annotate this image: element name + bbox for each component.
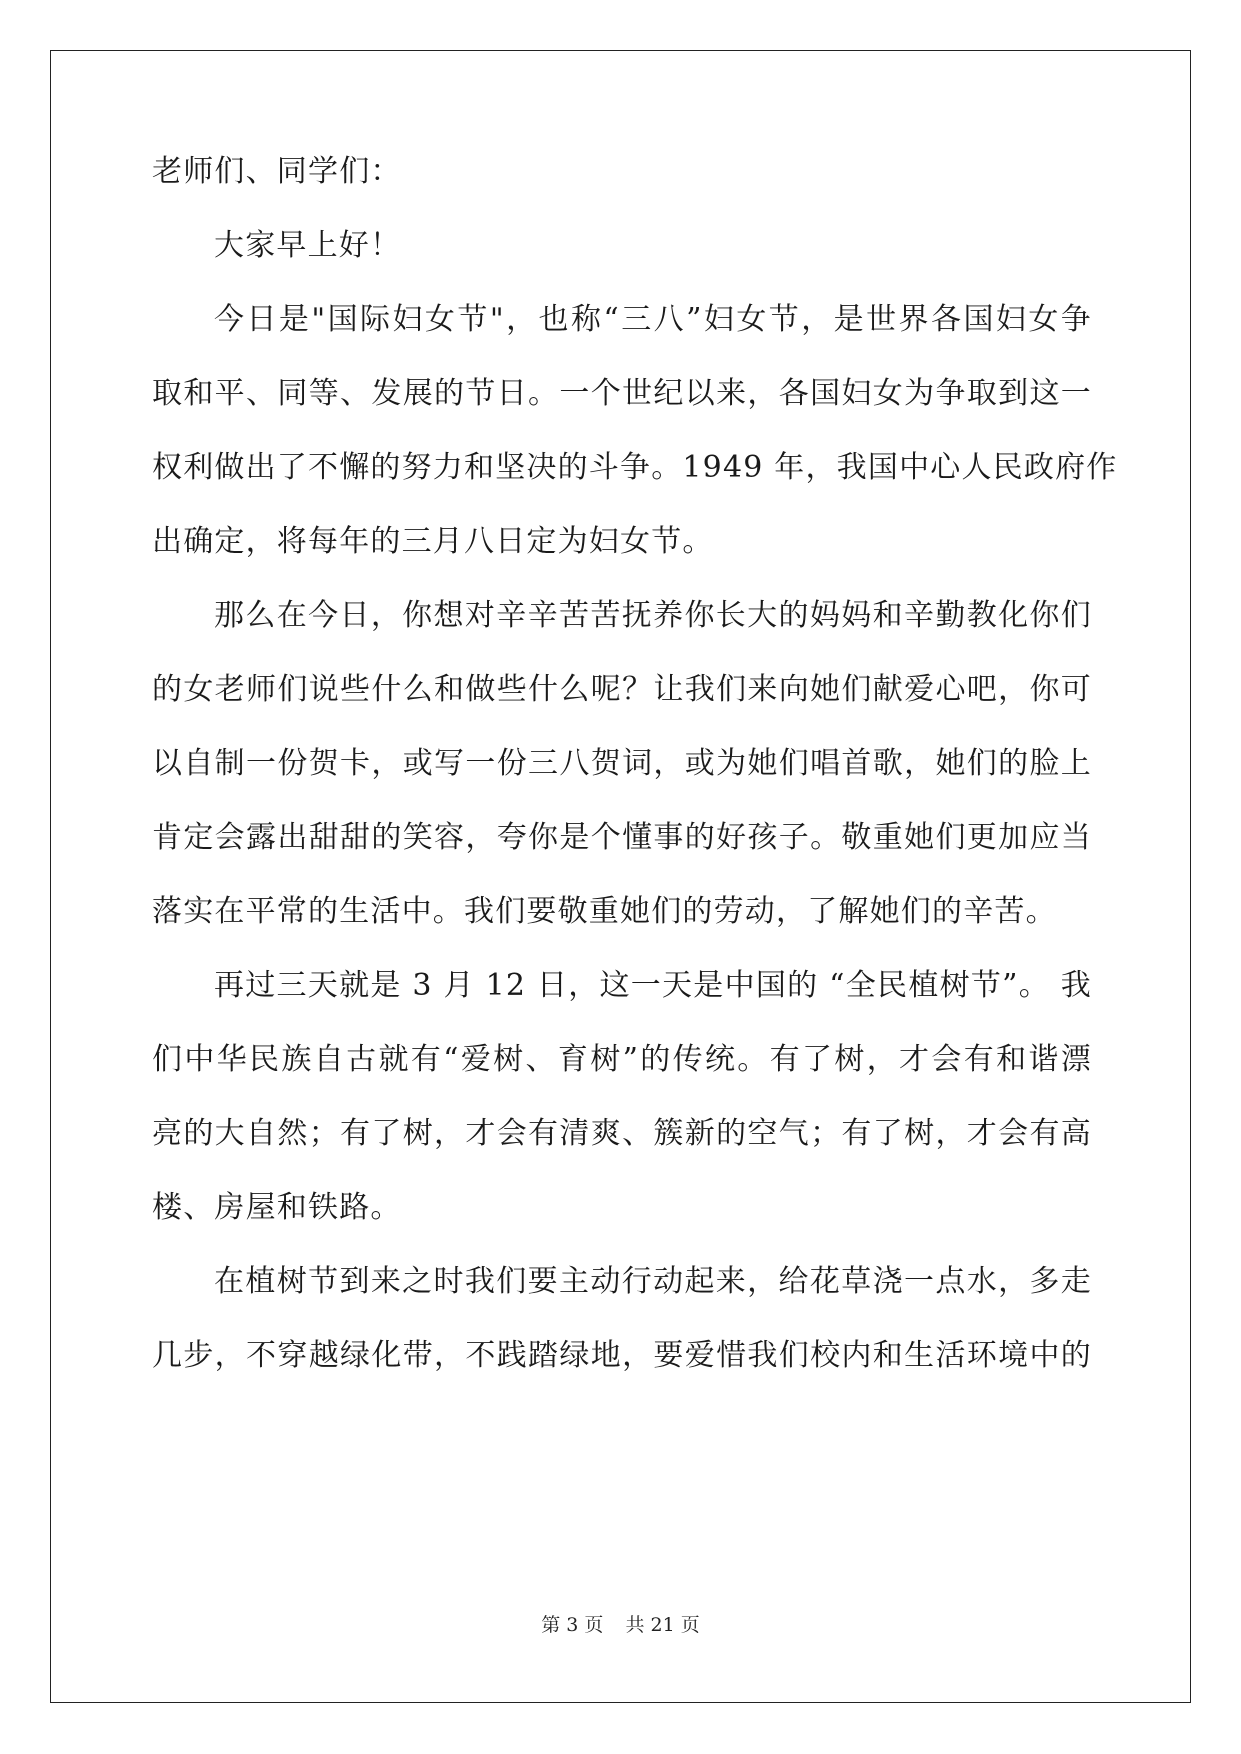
- greeting-line: 老师们、同学们：: [152, 154, 402, 189]
- paragraph-4-line-2: 们中华民族自古就有“爱树、育树”的传统。有了树，才会有和谐漂: [152, 1042, 1092, 1077]
- paragraph-2-line-1: 今日是"国际妇女节"，也称“三八”妇女节，是世界各国妇女争: [214, 302, 1092, 337]
- paragraph-4-line-3: 亮的大自然；有了树，才会有清爽、簇新的空气；有了树，才会有高: [152, 1116, 1092, 1151]
- paragraph-2-line-3: 权利做出了不懈的努力和坚决的斗争。1949 年，我国中心人民政府作: [152, 450, 1118, 485]
- paragraph-3-line-3: 以自制一份贺卡，或写一份三八贺词，或为她们唱首歌，她们的脸上: [152, 746, 1092, 781]
- paragraph-2-line-4: 出确定，将每年的三月八日定为妇女节。: [152, 524, 714, 559]
- page-total: 共 21 页: [625, 1614, 700, 1636]
- paragraph-3-line-2: 的女老师们说些什么和做些什么呢？让我们来向她们献爱心吧，你可: [152, 672, 1092, 707]
- paragraph-2-line-2: 取和平、同等、发展的节日。一个世纪以来，各国妇女为争取到这一: [152, 376, 1092, 411]
- paragraph-5-line-1: 在植树节到来之时我们要主动行动起来，给花草浇一点水，多走: [214, 1264, 1092, 1299]
- page-border: [50, 50, 1191, 1703]
- paragraph-3-line-5: 落实在平常的生活中。我们要敬重她们的劳动，了解她们的辛苦。: [152, 894, 1057, 929]
- page-number: 第 3 页: [541, 1614, 604, 1636]
- paragraph-3-line-1: 那么在今日，你想对辛辛苦苦抚养你长大的妈妈和辛勤教化你们: [214, 598, 1092, 633]
- paragraph-4-line-1: 再过三天就是 3 月 12 日，这一天是中国的 “全民植树节”。 我: [214, 968, 1092, 1003]
- paragraph-3-line-4: 肯定会露出甜甜的笑容，夸你是个懂事的好孩子。敬重她们更加应当: [152, 820, 1092, 855]
- paragraph-4-line-4: 楼、房屋和铁路。: [152, 1190, 402, 1225]
- paragraph-5-line-2: 几步，不穿越绿化带，不践踏绿地，要爱惜我们校内和生活环境中的: [152, 1338, 1092, 1373]
- paragraph-1-line-1: 大家早上好！: [214, 228, 402, 263]
- page-footer: [0, 1613, 1241, 1637]
